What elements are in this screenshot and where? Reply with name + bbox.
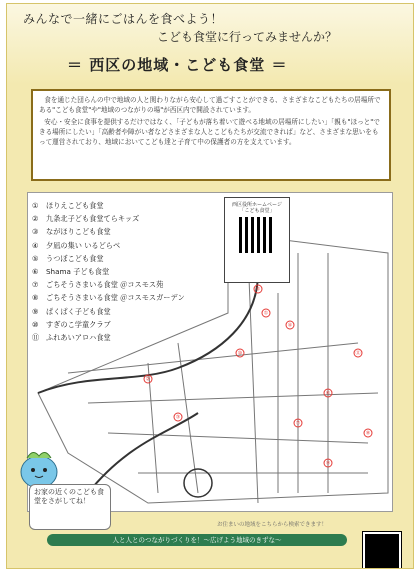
legend-item: ③ ながほりこども食堂 xyxy=(32,225,222,238)
map-pin-label: ⑪ xyxy=(355,350,361,357)
legend-item: ⑦ ごちそうさまいる食堂 ＠コスモス苑 xyxy=(32,278,222,291)
legend-label: すぎのこ学童クラブ xyxy=(46,319,111,329)
map-pin-label: ⑧ xyxy=(365,430,371,437)
map-pin-label: ⑥ xyxy=(325,390,331,397)
legend-item: ② 九条北子ども食堂てらキッズ xyxy=(32,212,222,225)
map-pin-label: ⑤ xyxy=(255,286,261,293)
legend-item: ⑨ ぱくぱく子ども食堂 xyxy=(32,305,222,318)
legend-label: 夕凪の集い いるどらべ xyxy=(46,240,121,250)
legend-item: ⑤ うつぼこども食堂 xyxy=(32,252,222,265)
homepage-qr-box[interactable] xyxy=(224,197,290,283)
legend-label: ごちそうさまいる食堂 ＠コスモス苑 xyxy=(46,280,164,290)
legend-label: ほりえこども食堂 xyxy=(46,201,104,210)
legend-item: ⑥ Shama 子ども食堂 xyxy=(32,265,222,278)
slogan-band: 人と人とのつながりづくりを！～広げよう地域のきずな～ xyxy=(47,534,347,546)
legend-label: ふれあいアロハ食堂 xyxy=(46,333,111,343)
map-pin-label: ⑨ xyxy=(325,460,331,467)
page-title: ＝ 西区の地域・こども食堂 ＝ xyxy=(67,56,288,74)
map-pin-label: ⑩ xyxy=(237,350,243,357)
district-map xyxy=(27,192,393,512)
intro-box xyxy=(31,89,391,181)
qr-code-icon[interactable] xyxy=(239,217,275,253)
legend-item: ④ 夕凪の集い いるどらべ xyxy=(32,239,222,252)
map-pin-label: ② xyxy=(145,376,151,383)
qr-caption-2: 「こども食堂」 xyxy=(239,208,275,214)
flyer-page xyxy=(6,3,414,569)
intro-paragraph-2: 安心・安全に食事を提供するだけではなく、「子どもが落ち着いて遊べる地域の居場所にしたい」「親も"ほっと"できる場所にしたい」「高齢者や障がい者などさまざまな人とこどもたちが交流できれば」など、さまざまな思いをもって運営されており、地域においてこども達と子育て中の保護者の方を支えています。 xyxy=(39,118,380,146)
map-pin-label: ④ xyxy=(287,322,293,329)
legend-list xyxy=(32,199,222,344)
qr-caption-1: 西区役所ホームページ xyxy=(232,202,282,208)
intro-paragraph-1: 食を通じた団らんの中で地域の人と関わりながら安心して過ごすことができる、さまざまなこどもたちの居場所である"こども食堂"や"地域のつながりの場"が西区内で開設されています。 xyxy=(39,96,381,114)
legend-item: ① ほりえこども食堂 xyxy=(32,199,222,212)
legend-label: ごちそうさまいる食堂 ＠コスモスガーデン xyxy=(46,293,185,303)
legend-label: ながほりこども食堂 xyxy=(46,227,111,237)
legend-label: Shama 子ども食堂 xyxy=(46,267,110,277)
map-pin-label: ① xyxy=(263,310,269,317)
legend-label: うつぼこども食堂 xyxy=(46,253,104,263)
speech-bubble: お家の近くのこども食堂をさがしてね！ xyxy=(29,484,111,530)
header-line-1: みんなで一緒にごはんを食べよう！ xyxy=(23,12,224,26)
legend-item: ⑧ ごちそうさまいる食堂 ＠コスモスガーデン xyxy=(32,291,222,304)
map-pin-label: ⑦ xyxy=(295,420,301,427)
legend-label: ぱくぱく子ども食堂 xyxy=(46,306,111,316)
footer-qr-code-icon[interactable] xyxy=(363,532,401,569)
map-pin-label: ③ xyxy=(175,414,181,421)
footer-note: お住まいの地域をこちらから検索できます！ xyxy=(217,522,328,528)
legend-item: ⑪ ふれあいアロハ食堂 xyxy=(32,331,222,344)
legend-label: 九条北子ども食堂てらキッズ xyxy=(46,214,140,224)
legend-item: ⑩ すぎのこ学童クラブ xyxy=(32,318,222,331)
header-line-2: こども食堂に行ってみませんか？ xyxy=(157,30,338,44)
